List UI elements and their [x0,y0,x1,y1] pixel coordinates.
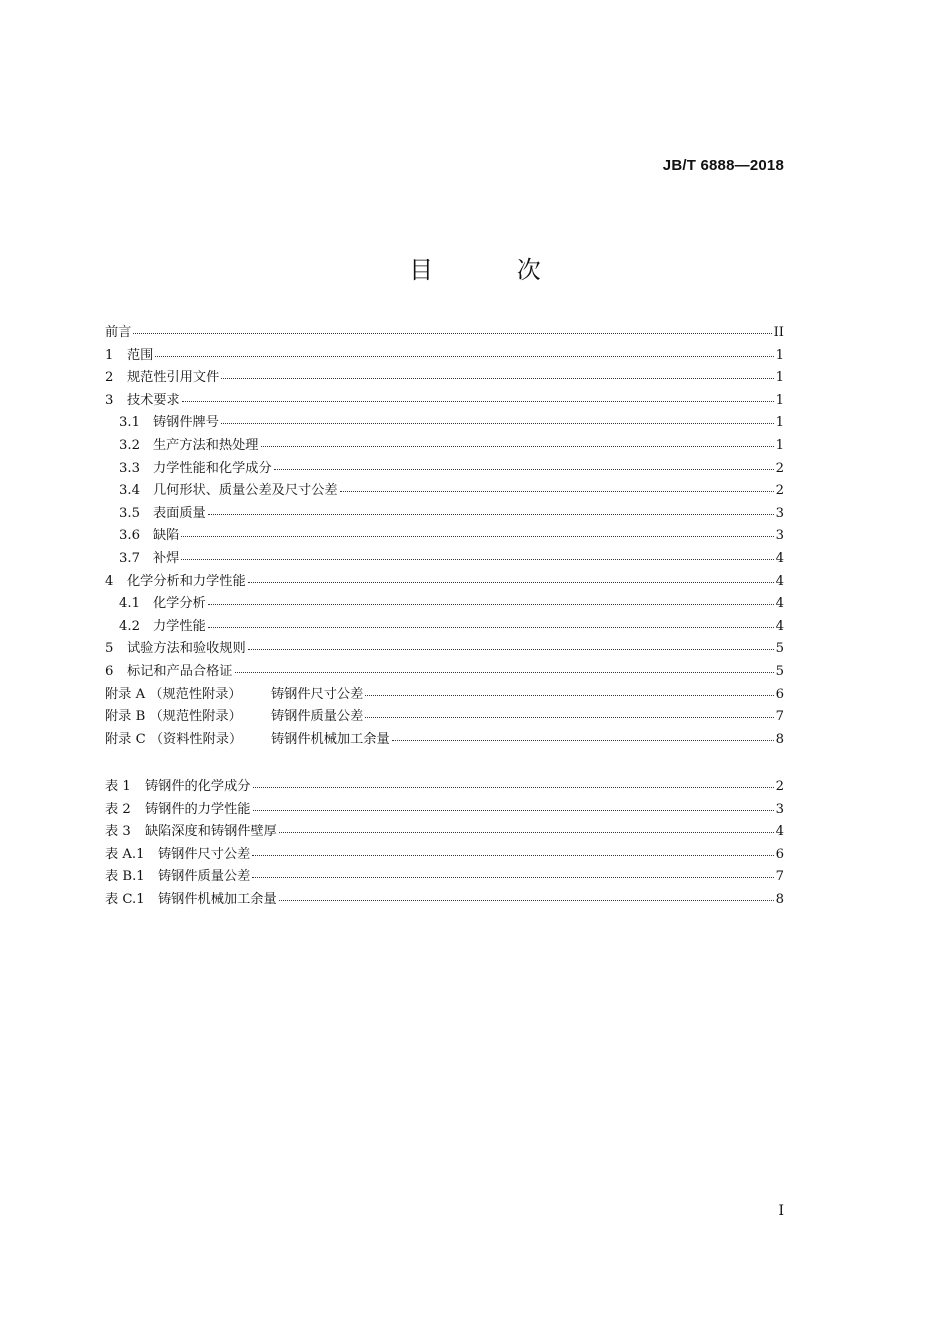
toc-entry[interactable] [105,345,784,368]
toc-entry-number: 3.1 [119,415,140,431]
toc-entry-page: 1 [775,347,784,363]
dot-leader [248,648,774,650]
dot-leader [261,445,774,447]
toc-entry-title: 范围 [127,347,154,363]
toc-entry[interactable] [105,729,784,752]
toc-entry-title: 铸钢件质量公差 [271,709,364,725]
toc-entry[interactable] [105,480,784,503]
toc-entry-number: 表 2 [105,801,131,817]
toc-entry-title: 前言 [105,325,132,340]
dot-leader [340,490,774,492]
toc-entry[interactable] [105,435,784,458]
toc-entry-page: 3 [775,528,784,544]
toc-entry-page: 5 [775,641,784,657]
toc-entry[interactable] [105,458,784,481]
toc-entry-number: 表 A.1 [105,846,145,862]
dot-leader [365,716,773,718]
dot-leader [279,831,774,833]
toc-entry[interactable] [105,821,784,844]
toc-entry-page: II [773,325,784,340]
toc-entry-title: 铸钢件尺寸公差 [271,686,364,702]
dot-leader [208,626,774,628]
toc-entry-page: 4 [775,550,784,566]
toc-entry-title: 力学性能 [153,618,206,634]
toc-entry[interactable] [105,525,784,548]
dot-leader [208,513,774,515]
dot-leader [182,400,774,402]
toc-entry-title: 铸钢件牌号 [153,415,219,431]
toc-entry-page: 2 [775,460,784,476]
toc-entry-number: 表 3 [105,824,131,840]
toc-entry-title: 生产方法和热处理 [153,437,259,453]
toc-entry[interactable] [105,593,784,616]
toc-entry-page: 1 [775,392,784,408]
toc-entry-number: 表 1 [105,779,131,794]
toc-entry-title: 补焊 [153,550,180,566]
toc-entry[interactable] [105,367,784,390]
toc-entry[interactable] [105,844,784,867]
toc-entry-number: 3.6 [119,528,140,544]
toc-entry[interactable] [105,503,784,526]
toc-entry-number: 5 [105,641,114,657]
toc-entry-number: 4.2 [119,618,140,634]
toc-entry-page: 4 [775,596,784,612]
toc-entry-title: 缺陷 [153,528,180,544]
toc-entry-number: 附录 B （规范性附录） [105,709,242,725]
toc-entry[interactable] [105,390,784,413]
toc-entry-title: 铸钢件机械加工余量 [271,731,390,747]
toc-entry-title: 铸钢件质量公差 [158,869,251,885]
dot-leader [181,558,773,560]
dot-leader [252,876,773,878]
page-title: 目 次 [409,256,579,284]
toc-entry[interactable] [105,638,784,661]
toc-entry-number: 2 [105,370,114,386]
toc-entry[interactable] [105,799,784,822]
toc-entry[interactable] [105,776,784,799]
dot-leader [221,377,773,379]
toc-entry-page: 1 [775,415,784,431]
dot-leader [252,854,773,856]
standard-code: JB/T 6888—2018 [662,157,784,174]
toc-entry-title: 几何形状、质量公差及尺寸公差 [153,483,338,499]
toc-entry-number: 附录 C （资料性附录） [105,731,243,747]
toc-entry-page: 1 [775,437,784,453]
dot-leader [133,332,771,334]
toc-entry-number: 表 B.1 [105,869,145,885]
toc-entry-number: 1 [105,347,114,363]
toc-entry-title: 规范性引用文件 [127,370,220,386]
toc-entry[interactable] [105,866,784,889]
toc-entry-number: 3.2 [119,437,140,453]
dot-leader [221,422,774,424]
toc-entry-number: 附录 A （规范性附录） [105,686,242,702]
toc-entry-title: 缺陷深度和铸钢件壁厚 [145,824,277,840]
toc-entry-title: 技术要求 [127,392,180,408]
toc-entry-number: 表 C.1 [105,891,145,907]
dot-leader [181,535,773,537]
toc-entry-title: 铸钢件的化学成分 [145,779,251,794]
toc-entry-number: 3.7 [119,550,140,566]
toc-entry-number: 3.4 [119,483,140,499]
toc-entry-number: 4 [105,573,114,589]
toc-entry-page: 2 [775,483,784,499]
toc-entry-page: 3 [775,505,784,521]
toc-entry[interactable] [105,661,784,684]
toc-entry[interactable] [105,684,784,707]
toc-entry[interactable] [105,322,784,345]
toc-entry-page: 6 [775,846,784,862]
toc-entry-number: 6 [105,663,114,679]
toc-entry-number: 3 [105,392,114,408]
toc-entry-page: 8 [775,731,784,747]
toc-entry-page: 4 [775,573,784,589]
dot-leader [365,694,773,696]
dot-leader [274,468,774,470]
toc-entry-page: 3 [775,801,784,817]
dot-leader [155,355,773,357]
toc-entry-title: 化学分析和力学性能 [127,573,246,589]
dot-leader [208,603,774,605]
toc-entry-number: 3.3 [119,460,140,476]
toc-entry-page: 6 [775,686,784,702]
toc-entry-number: 4.1 [119,596,140,612]
toc-entry-title: 标记和产品合格证 [127,663,233,679]
toc-entry-page: 1 [775,370,784,386]
toc-entry-title: 铸钢件的力学性能 [145,801,251,817]
toc-entry-number: 3.5 [119,505,140,521]
toc-entry[interactable] [105,706,784,729]
list-of-tables [105,776,784,912]
toc-entry-title: 化学分析 [153,596,206,612]
toc-entry[interactable] [105,571,784,594]
toc-entry-page: 7 [775,709,784,725]
toc-entry-page: 5 [775,663,784,679]
toc-entry-page: 2 [775,779,784,794]
toc-entry[interactable] [105,889,784,912]
toc-entry-title: 铸钢件机械加工余量 [158,891,277,907]
toc-entry[interactable] [105,616,784,639]
toc-entry-title: 试验方法和验收规则 [127,641,246,657]
footer-page-number: I [778,1203,784,1219]
toc-entry-page: 4 [775,618,784,634]
toc-entry[interactable] [105,548,784,571]
dot-leader [392,739,774,741]
toc-entry-page: 8 [775,891,784,907]
toc-entry-title: 力学性能和化学成分 [153,460,272,476]
toc-entry-title: 铸钢件尺寸公差 [158,846,251,862]
dot-leader [235,671,774,673]
toc-entry-title: 表面质量 [153,505,206,521]
toc-entry-page: 4 [775,824,784,840]
dot-leader [248,581,774,583]
dot-leader [279,899,774,901]
dot-leader [253,809,774,811]
dot-leader [253,786,774,788]
toc-entry-page: 7 [775,869,784,885]
table-of-contents [105,322,784,751]
toc-entry[interactable] [105,412,784,435]
